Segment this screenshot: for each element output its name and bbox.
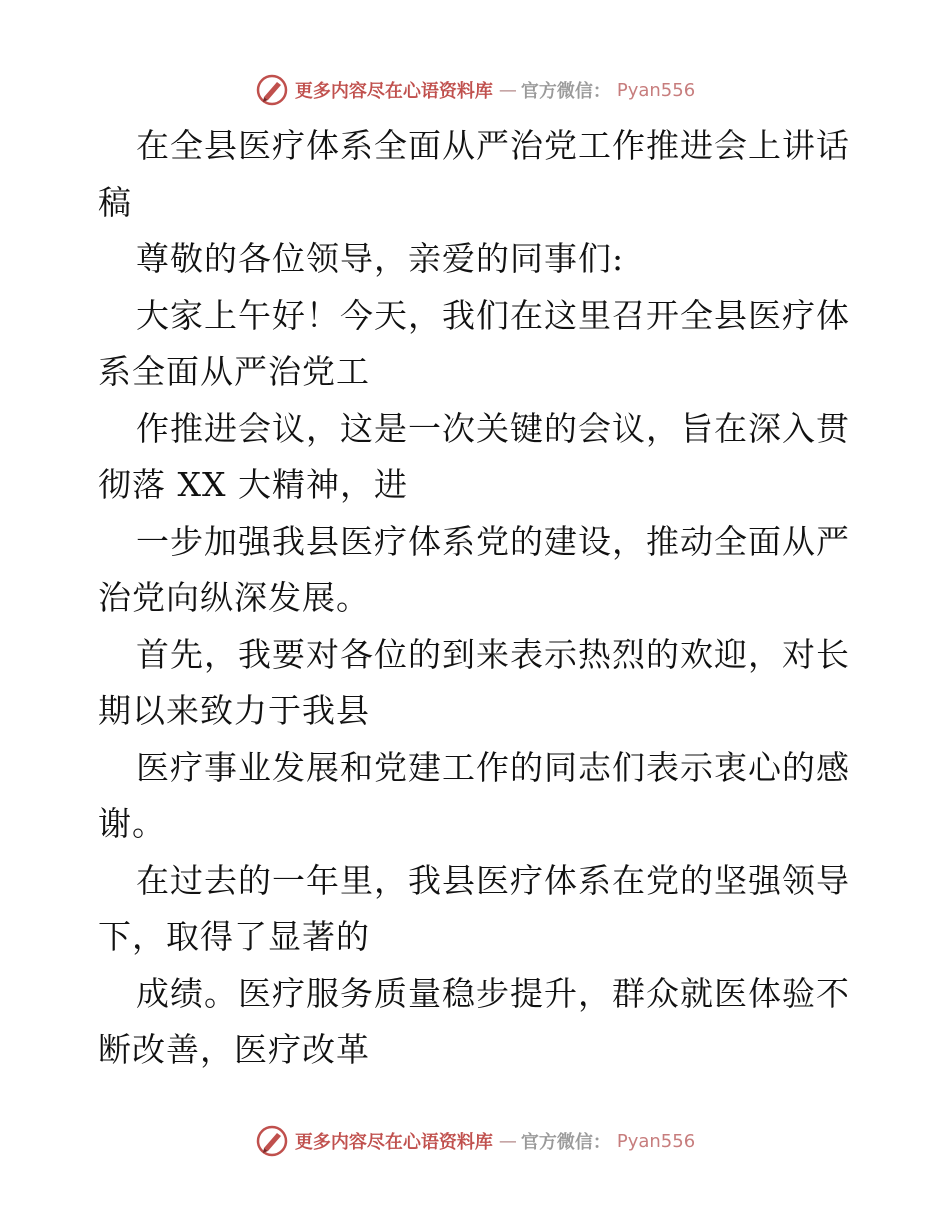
banner-wechat-id: Pyan556 bbox=[616, 1130, 696, 1152]
banner-official-label: 官方微信： bbox=[520, 81, 611, 102]
salutation: 尊敬的各位领导，亲爱的同事们: bbox=[136, 239, 625, 278]
paragraph: 在过去的一年里，我县医疗体系在党的坚强领导下，取得了显著的 bbox=[98, 860, 850, 956]
banner-official-label: 官方微信： bbox=[520, 1132, 611, 1153]
paragraph: 大家上午好！今天，我们在这里召开全县医疗体系全面从严治党工 bbox=[98, 295, 850, 391]
banner-promo-text: 更多内容尽在心语资料库 bbox=[294, 81, 493, 102]
banner-wechat-id: Pyan556 bbox=[616, 79, 696, 101]
banner-separator: — bbox=[498, 79, 515, 101]
document-title: 在全县医疗体系全面从严治党工作推进会上讲话稿 bbox=[98, 126, 850, 222]
document-body bbox=[98, 118, 858, 1079]
header-banner bbox=[0, 70, 950, 110]
paragraph: 成绩。医疗服务质量稳步提升，群众就医体验不断改善，医疗改革 bbox=[98, 973, 850, 1069]
banner-promo-text: 更多内容尽在心语资料库 bbox=[294, 1132, 493, 1153]
paragraph: 一步加强我县医疗体系党的建设，推动全面从严治党向纵深发展。 bbox=[98, 521, 850, 617]
pen-logo-icon bbox=[255, 1124, 289, 1158]
paragraph: 首先，我要对各位的到来表示热烈的欢迎，对长期以来致力于我县 bbox=[98, 634, 850, 730]
pen-logo-icon bbox=[255, 73, 289, 107]
footer-banner bbox=[0, 1121, 950, 1161]
banner-separator: — bbox=[498, 1130, 515, 1152]
paragraph: 医疗事业发展和党建工作的同志们表示衷心的感谢。 bbox=[98, 747, 850, 843]
paragraph: 作推进会议，这是一次关键的会议，旨在深入贯彻落 XX 大精神，进 bbox=[98, 408, 850, 504]
